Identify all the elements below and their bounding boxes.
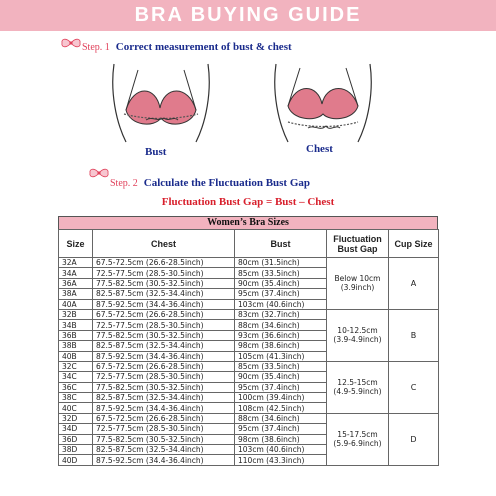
bust-cell: 93cm (36.6inch) (235, 330, 327, 340)
size-cell: 38B (59, 341, 93, 351)
gap-cell: 10-12.5cm (3.9-4.9inch) (327, 309, 389, 361)
bust-cell: 98cm (38.6inch) (235, 434, 327, 444)
chest-cell: 77.5-82.5cm (30.5-32.5inch) (93, 434, 235, 444)
size-cell: 36B (59, 330, 93, 340)
size-cell: 32A (59, 258, 93, 268)
size-cell: 40B (59, 351, 93, 361)
table-body (59, 258, 439, 466)
size-cell: 36D (59, 434, 93, 444)
size-cell: 34B (59, 320, 93, 330)
chest-cell: 87.5-92.5cm (34.4-36.4inch) (93, 299, 235, 309)
chest-cell: 77.5-82.5cm (30.5-32.5inch) (93, 278, 235, 288)
bust-cell: 95cm (37.4inch) (235, 424, 327, 434)
bust-cell: 88cm (34.6inch) (235, 320, 327, 330)
cup-cell: D (389, 413, 439, 465)
chest-measure-figure (258, 62, 388, 144)
size-cell: 40C (59, 403, 93, 413)
size-cell: 36C (59, 382, 93, 392)
table-caption: Women’s Bra Sizes (58, 216, 438, 229)
size-cell: 32D (59, 413, 93, 423)
bust-measure-figure (96, 62, 226, 144)
bust-cell: 95cm (37.4inch) (235, 289, 327, 299)
table-row (59, 258, 439, 268)
bust-cell: 88cm (34.6inch) (235, 413, 327, 423)
size-cell: 40D (59, 455, 93, 465)
gap-cell: 12.5-15cm (4.9-5.9inch) (327, 361, 389, 413)
chest-cell: 87.5-92.5cm (34.4-36.4inch) (93, 403, 235, 413)
header-bust: Bust (235, 230, 327, 258)
size-cell: 38D (59, 445, 93, 455)
header-size: Size (59, 230, 93, 258)
chest-cell: 87.5-92.5cm (34.4-36.4inch) (93, 455, 235, 465)
bust-cell: 103cm (40.6inch) (235, 445, 327, 455)
bust-cell: 103cm (40.6inch) (235, 299, 327, 309)
size-cell: 40A (59, 299, 93, 309)
table-row (59, 361, 439, 371)
bust-cell: 108cm (42.5inch) (235, 403, 327, 413)
chest-cell: 87.5-92.5cm (34.4-36.4inch) (93, 351, 235, 361)
bust-cell: 80cm (31.5inch) (235, 258, 327, 268)
size-cell: 32B (59, 309, 93, 319)
guide-title: BRA BUYING GUIDE (134, 4, 362, 26)
size-cell: 36A (59, 278, 93, 288)
size-cell: 34A (59, 268, 93, 278)
bust-cell: 100cm (39.4inch) (235, 393, 327, 403)
step-2-text: Calculate the Fluctuation Bust Gap (143, 177, 311, 189)
chest-cell: 67.5-72.5cm (26.6-28.5inch) (93, 309, 235, 319)
chest-cell: 77.5-82.5cm (30.5-32.5inch) (93, 330, 235, 340)
bust-cell: 95cm (37.4inch) (235, 382, 327, 392)
table-row (59, 413, 439, 423)
bust-cell: 85cm (33.5inch) (235, 361, 327, 371)
gap-cell: 15-17.5cm (5.9-6.9inch) (327, 413, 389, 465)
size-cell: 32C (59, 361, 93, 371)
chest-cell: 82.5-87.5cm (32.5-34.4inch) (93, 445, 235, 455)
header-gap: Fluctuation Bust Gap (327, 230, 389, 258)
size-table (58, 229, 439, 466)
bust-cell: 110cm (43.3inch) (235, 455, 327, 465)
gap-cell: Below 10cm (3.9inch) (327, 258, 389, 310)
guide-banner (0, 0, 496, 31)
step-1 (82, 41, 292, 53)
bust-cell: 85cm (33.5inch) (235, 268, 327, 278)
bow-icon (60, 36, 82, 50)
cup-cell: B (389, 309, 439, 361)
chest-cell: 72.5-77.5cm (28.5-30.5inch) (93, 424, 235, 434)
step-2-label: Step. 2 (110, 177, 138, 189)
step-1-label: Step. 1 (82, 41, 110, 53)
chest-cell: 77.5-82.5cm (30.5-32.5inch) (93, 382, 235, 392)
size-cell: 38C (59, 393, 93, 403)
cup-cell: C (389, 361, 439, 413)
size-table-container (58, 216, 438, 466)
chest-cell: 67.5-72.5cm (26.6-28.5inch) (93, 413, 235, 423)
bust-cell: 90cm (35.4inch) (235, 372, 327, 382)
bust-cell: 83cm (32.7inch) (235, 309, 327, 319)
formula-text: Fluctuation Bust Gap = Bust – Chest (161, 196, 335, 208)
chest-cell: 82.5-87.5cm (32.5-34.4inch) (93, 289, 235, 299)
step-1-text: Correct measurement of bust & chest (115, 41, 292, 53)
chest-cell: 67.5-72.5cm (26.6-28.5inch) (93, 258, 235, 268)
table-row (59, 309, 439, 319)
chest-cell: 82.5-87.5cm (32.5-34.4inch) (93, 393, 235, 403)
size-cell: 34C (59, 372, 93, 382)
bust-label: Bust (145, 146, 167, 158)
bow-icon (88, 166, 110, 180)
chest-cell: 67.5-72.5cm (26.6-28.5inch) (93, 361, 235, 371)
bust-cell: 98cm (38.6inch) (235, 341, 327, 351)
step-2 (110, 177, 310, 189)
header-chest: Chest (93, 230, 235, 258)
cup-cell: A (389, 258, 439, 310)
chest-cell: 82.5-87.5cm (32.5-34.4inch) (93, 341, 235, 351)
chest-label: Chest (306, 143, 333, 155)
chest-cell: 72.5-77.5cm (28.5-30.5inch) (93, 372, 235, 382)
size-cell: 34D (59, 424, 93, 434)
bust-cell: 90cm (35.4inch) (235, 278, 327, 288)
size-cell: 38A (59, 289, 93, 299)
chest-cell: 72.5-77.5cm (28.5-30.5inch) (93, 320, 235, 330)
header-cup: Cup Size (389, 230, 439, 258)
bust-cell: 105cm (41.3inch) (235, 351, 327, 361)
table-header-row (59, 230, 439, 258)
chest-cell: 72.5-77.5cm (28.5-30.5inch) (93, 268, 235, 278)
